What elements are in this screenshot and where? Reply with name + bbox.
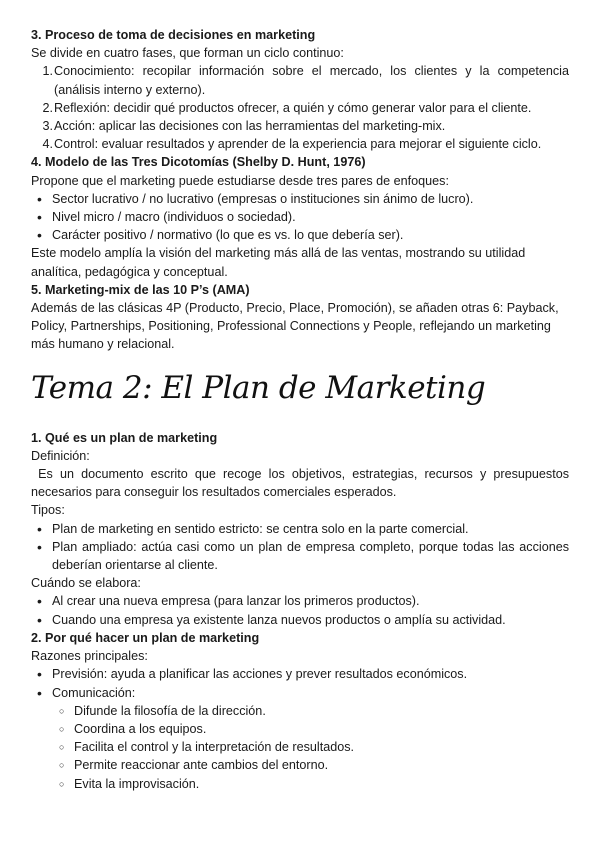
bullet-icon: • <box>37 209 42 226</box>
list-item: • Plan ampliado: actúa casi como un plan de empresa completo, porque todas las acciones deberían orientarse al cliente. <box>31 538 569 574</box>
tipos-list <box>31 520 569 575</box>
list-item: ○ Evita la improvisación. <box>31 775 569 793</box>
section-4-intro: Propone que el marketing puede estudiarse desde tres pares de enfoques: <box>31 173 449 188</box>
list-item: 1. Conocimiento: recopilar información sobre el mercado, los clientes y la competencia (análisis interno y externo). <box>42 64 569 97</box>
bullet-icon: • <box>37 684 42 701</box>
cuando-label: Cuándo se elabora: <box>31 576 141 591</box>
circle-bullet-icon: ○ <box>59 705 65 716</box>
comunicacion-sublist <box>31 702 569 793</box>
section-3-heading: 3. Proceso de toma de decisiones en marketing <box>31 28 316 42</box>
t2-section-2-heading: 2. Por qué hacer un plan de marketing <box>31 630 260 645</box>
list-item: 3. Acción: aplicar las decisiones con las herramientas del marketing-mix. <box>42 119 446 134</box>
list-item: 2. Reflexión: decidir qué productos ofrecer, a quién y cómo generar valor para el cliente. <box>42 100 532 115</box>
circle-bullet-icon: ○ <box>59 760 65 771</box>
bullet-icon: • <box>37 593 42 610</box>
list-item: ○ Facilita el control y la interpretación de resultados. <box>31 738 569 756</box>
t2-section-1-heading: 1. Qué es un plan de marketing <box>31 430 218 445</box>
definition-text: Es un documento escrito que recoge los objetivos, estrategias, recursos y presupuestos necesarios para conseguir los resultados comerciales esperados. <box>31 467 573 500</box>
razones-label: Razones principales: <box>31 649 148 664</box>
section-4-heading: 4. Modelo de las Tres Dicotomías (Shelby D. Hunt, 1976) <box>31 155 366 170</box>
bullet-icon: • <box>37 227 42 244</box>
list-item: ○ Difunde la filosofía de la dirección. <box>31 702 569 720</box>
list-item: • Sector lucrativo / no lucrativo (empresas o instituciones sin ánimo de lucro). <box>37 190 474 207</box>
list-item: 4. Control: evaluar resultados y aprender de la experiencia para mejorar el siguiente ciclo. <box>42 137 542 152</box>
cuando-list <box>31 592 569 628</box>
bullet-icon: • <box>37 611 42 628</box>
list-item: • Carácter positivo / normativo (lo que es vs. lo que debería ser). <box>37 227 404 244</box>
section-4-list <box>31 190 569 245</box>
definition-label: Definición: <box>31 448 90 463</box>
list-item: ○ Coordina a los equipos. <box>31 720 569 738</box>
section-5-text: Además de las clásicas 4P (Producto, Precio, Place, Promoción), se añaden otras 6: Payback, Policy, Partnerships, Positioning, Professional Connections y People, reflejando un marketing más humano y relacional. <box>31 301 559 352</box>
list-item: • Nivel micro / macro (individuos o sociedad). <box>37 209 296 226</box>
bullet-icon: • <box>37 520 42 537</box>
list-item: ○ Permite reaccionar ante cambios del entorno. <box>31 756 569 774</box>
section-3-intro: Se divide en cuatro fases, que forman un ciclo continuo: <box>31 46 344 61</box>
list-item: • Cuando una empresa ya existente lanza nuevos productos o amplía su actividad. <box>37 611 506 628</box>
tipos-label: Tipos: <box>31 503 65 518</box>
section-4-outro: Este modelo amplía la visión del marketing más allá de las ventas, mostrando su utilidad analítica, pedagógica y conceptual. <box>31 246 526 279</box>
circle-bullet-icon: ○ <box>59 742 65 753</box>
tema-2-title-block <box>31 354 569 429</box>
bullet-icon: • <box>37 666 42 683</box>
list-item: • Previsión: ayuda a planificar las acciones y prever resultados económicos. <box>37 666 468 683</box>
circle-bullet-icon: ○ <box>59 723 65 734</box>
bullet-icon: • <box>37 190 42 207</box>
razones-list <box>31 665 569 701</box>
list-item: • Comunicación: <box>37 684 136 701</box>
document-page <box>31 26 573 793</box>
list-item: • Al crear una nueva empresa (para lanzar los primeros productos). <box>37 593 420 610</box>
section-5-heading: 5. Marketing-mix de las 10 P’s (AMA) <box>31 282 250 297</box>
section-3-list <box>31 62 569 153</box>
bullet-icon: • <box>37 538 42 555</box>
tema-2-title: Tema 2: El Plan de Marketing <box>31 369 486 406</box>
list-item: • Plan de marketing en sentido estricto: se centra solo en la parte comercial. <box>37 520 469 537</box>
circle-bullet-icon: ○ <box>59 778 65 789</box>
